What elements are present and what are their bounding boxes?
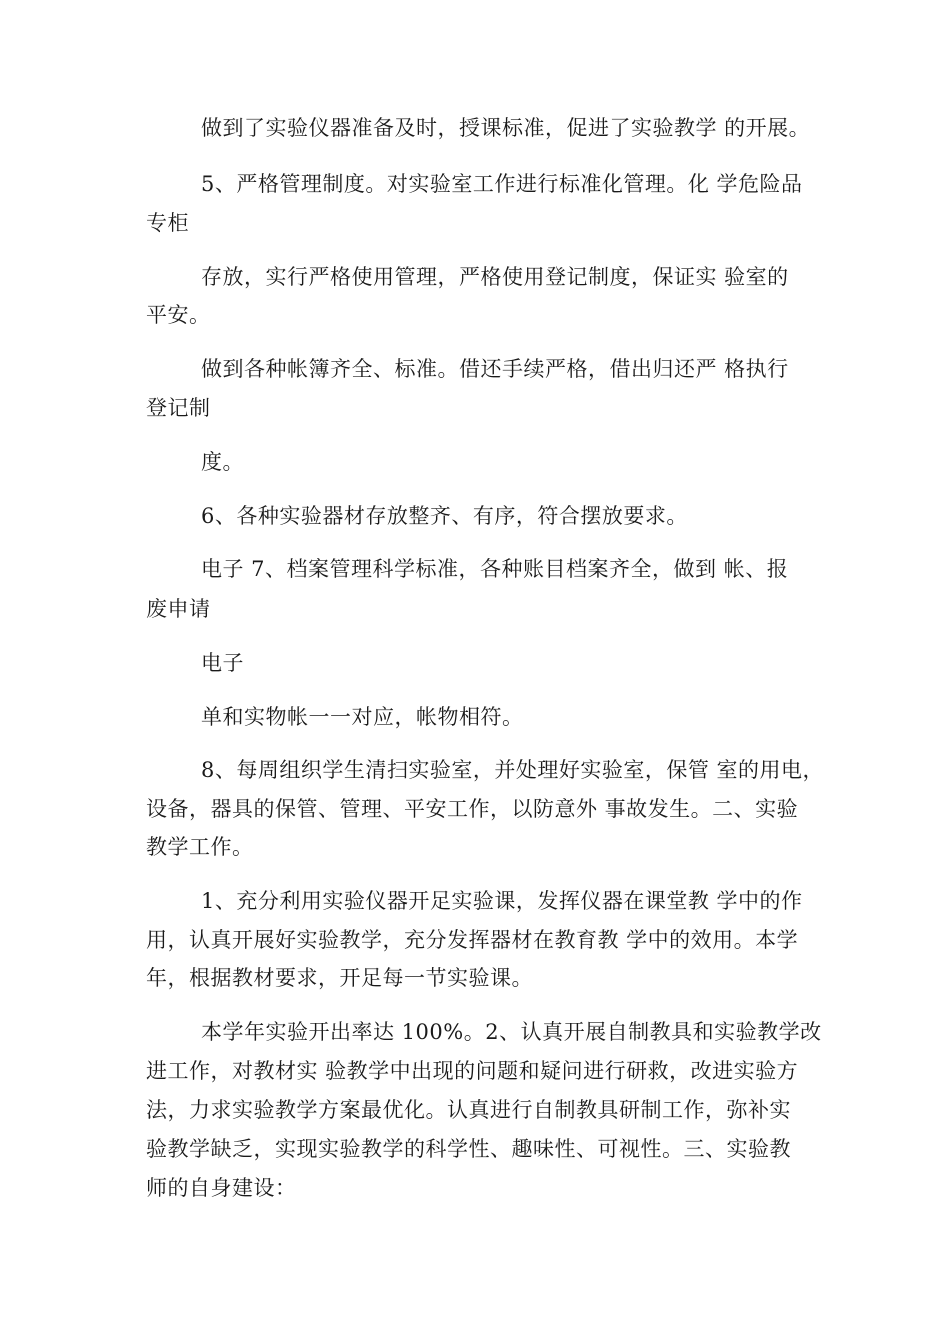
text-line: 8、每周组织学生清扫实验室，并处理好实验室，保管 室的用电， [201,758,825,782]
text-line: 1、充分利用实验仪器开足实验课，发挥仪器在课堂教 学中的作 [201,889,803,913]
text-line: 存放，实行严格使用管理，严格使用登记制度，保证实 验室的 [201,265,789,289]
text-line: 度。 [201,450,244,474]
text-line: 平安。 [146,303,211,327]
text-line: 电子 7、档案管理科学标准，各种账目档案齐全，做到 帐、报 [201,557,789,581]
text-line: 登记制 [146,396,211,420]
text-line: 年，根据教材要求，开足每一节实验课。 [146,966,533,990]
text-line: 师的自身建设： [146,1176,297,1200]
text-line: 进工作，对教材实 验教学中出现的问题和疑问进行研救，改进实验方 [146,1059,799,1083]
text-line: 做到了实验仪器准备及时，授课标准，促进了实验教学 的开展。 [201,116,811,140]
text-line: 用，认真开展好实验教学，充分发挥器材在教育教 学中的效用。本学 [146,928,799,952]
text-line: 单和实物帐一一对应，帐物相符。 [201,705,524,729]
text-line: 做到各种帐簿齐全、标准。借还手续严格，借出归还严 格执行 [201,357,789,381]
text-line: 法，力求实验教学方案最优化。认真进行自制教具研制工作，弥补实 [146,1098,791,1122]
text-line: 教学工作。 [146,835,254,859]
text-line: 专柜 [146,211,189,235]
text-line: 废申请 [146,597,211,621]
text-line: 5、严格管理制度。对实验室工作进行标准化管理。化 学危险品 [201,172,803,196]
text-line: 本学年实验开出率达 100%。2、认真开展自制教具和实验教学改 [201,1020,822,1044]
text-line: 6、各种实验器材存放整齐、有序，符合摆放要求。 [201,504,688,528]
text-line: 设备，器具的保管、管理、平安工作，以防意外 事故发生。二、实验 [146,797,799,821]
text-line: 电子 [201,651,244,675]
text-line: 验教学缺乏，实现实验教学的科学性、趣味性、可视性。三、实验教 [146,1137,791,1161]
